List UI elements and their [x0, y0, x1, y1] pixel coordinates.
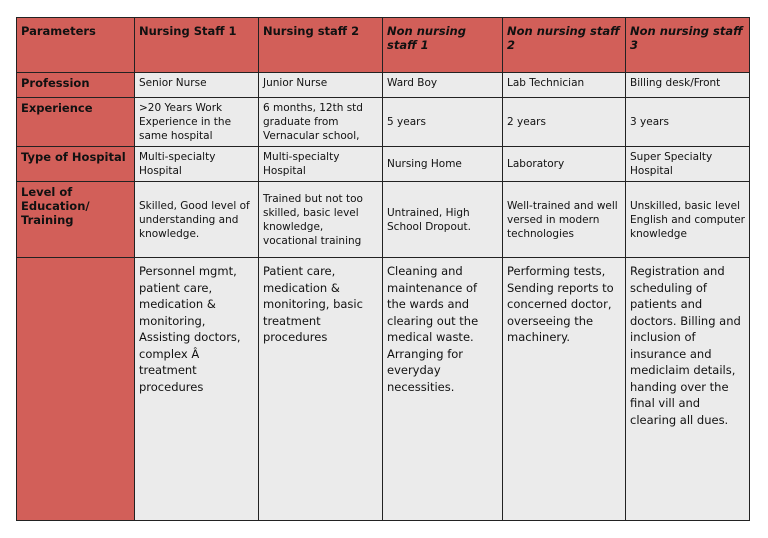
table-cell: 2 years	[503, 98, 626, 147]
row-label: Level of Education/ Training	[17, 182, 135, 258]
table-cell: 5 years	[383, 98, 503, 147]
table-cell: Well-trained and well versed in modern technologies	[503, 182, 626, 258]
table-cell: Untrained, High School Dropout.	[383, 182, 503, 258]
header-nursing-staff-2: Nursing staff 2	[259, 18, 383, 73]
row-type-of-hospital	[17, 147, 750, 182]
row-education	[17, 182, 750, 258]
table-cell: Ward Boy	[383, 73, 503, 98]
table-cell: Laboratory	[503, 147, 626, 182]
table-cell: Billing desk/Front	[626, 73, 750, 98]
table-cell: Multi-specialty Hospital	[259, 147, 383, 182]
header-non-nursing-staff-3: Non nursing staff 3	[626, 18, 750, 73]
header-row	[17, 18, 750, 73]
row-label: Type of Hospital	[17, 147, 135, 182]
table-cell: Patient care, medication & monitoring, basic treatment procedures	[259, 258, 383, 521]
header-nursing-staff-1: Nursing Staff 1	[135, 18, 259, 73]
table-cell: >20 Years Work Experience in the same hospital	[135, 98, 259, 147]
table-cell: 3 years	[626, 98, 750, 147]
header-non-nursing-staff-1: Non nursing staff 1	[383, 18, 503, 73]
row-profession	[17, 73, 750, 98]
header-non-nursing-staff-2: Non nursing staff 2	[503, 18, 626, 73]
table-cell: Nursing Home	[383, 147, 503, 182]
row-label: Experience	[17, 98, 135, 147]
table-cell: Multi-specialty Hospital	[135, 147, 259, 182]
table-cell: Lab Technician	[503, 73, 626, 98]
row-label: Profession	[17, 73, 135, 98]
table-cell: Unskilled, basic level English and computer knowledge	[626, 182, 750, 258]
table-cell: Junior Nurse	[259, 73, 383, 98]
table-cell: Performing tests, Sending reports to concerned doctor, overseeing the machinery.	[503, 258, 626, 521]
header-parameters: Parameters	[17, 18, 135, 73]
table-cell: Skilled, Good level of understanding and knowledge.	[135, 182, 259, 258]
row-responsibilities	[17, 258, 750, 521]
row-label	[17, 258, 135, 521]
row-experience	[17, 98, 750, 147]
staff-comparison-table	[16, 17, 750, 521]
table-cell: Cleaning and maintenance of the wards and clearing out the medical waste. Arranging for everyday necessities.	[383, 258, 503, 521]
table-cell: Registration and scheduling of patients and doctors. Billing and inclusion of insurance and mediclaim details, handing over the final vill and clearing all dues.	[626, 258, 750, 521]
table-cell: Senior Nurse	[135, 73, 259, 98]
table-cell: 6 months, 12th std graduate from Vernacular school,	[259, 98, 383, 147]
table-cell: Super Specialty Hospital	[626, 147, 750, 182]
table-cell: Personnel mgmt, patient care, medication & monitoring, Assisting doctors, complex Â treatment procedures	[135, 258, 259, 521]
table-cell: Trained but not too skilled, basic level knowledge, vocational training	[259, 182, 383, 258]
